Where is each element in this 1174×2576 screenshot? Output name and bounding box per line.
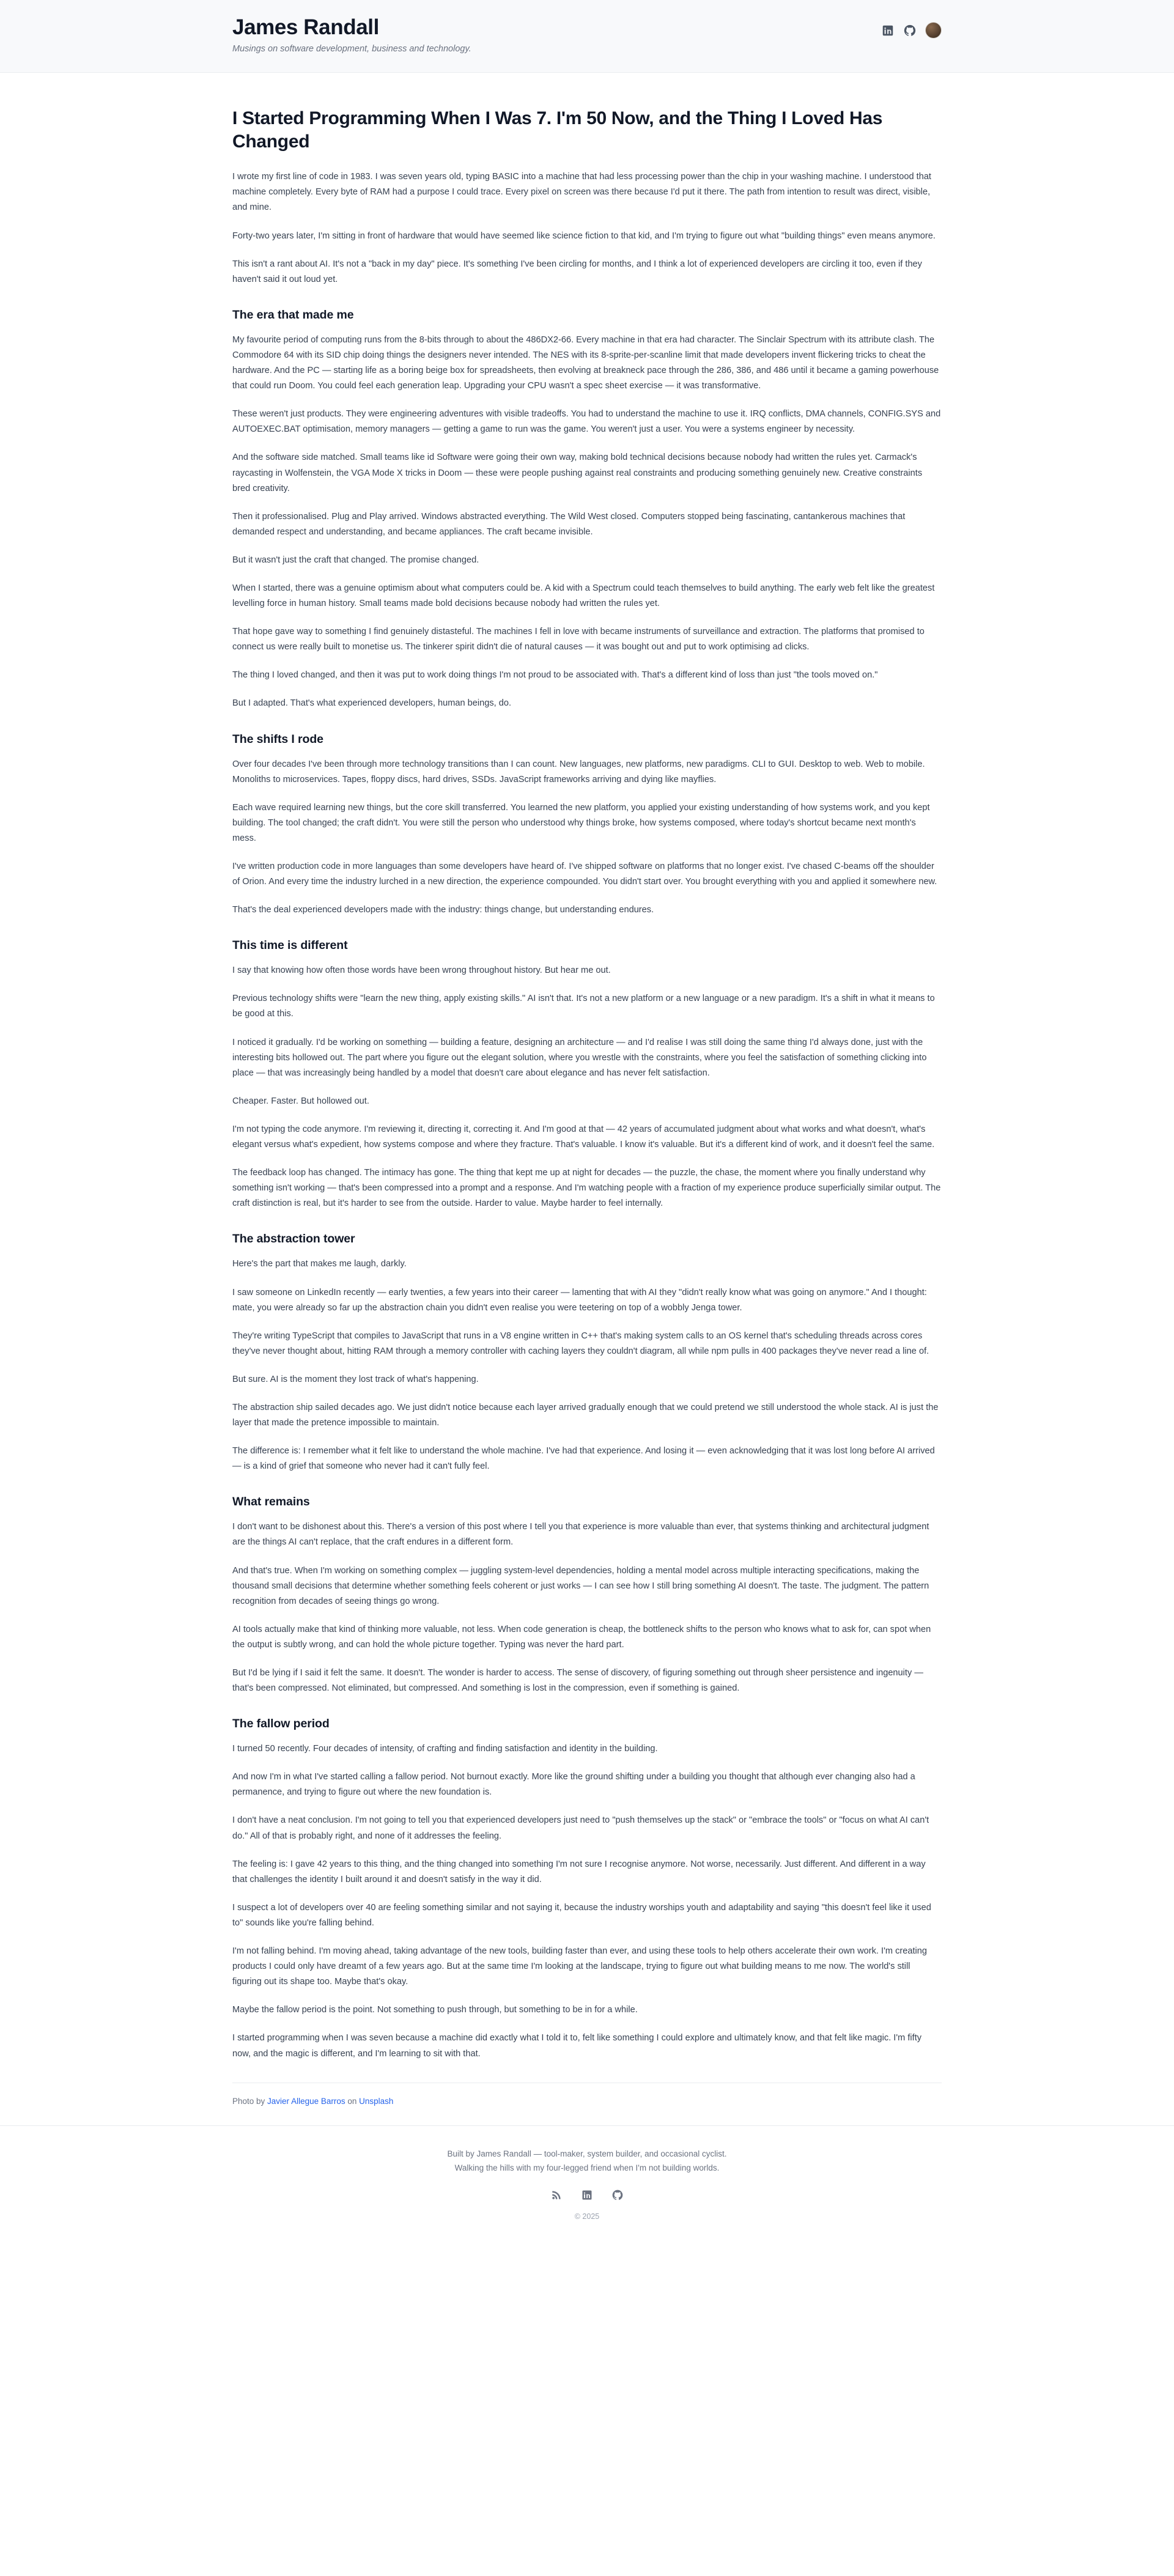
paragraph: Here's the part that makes me laugh, darkly. (232, 1259, 407, 1269)
photo-credit-prefix: Photo by (232, 2096, 268, 2106)
paragraph: But I'd be lying if I said it felt the same. It doesn't. The wonder is harder to access. The sense of discovery, of figuring something out through sheer persistence and ingenuity — that's been compressed. Not eliminated, but compressed. And something is lost in the compression, even if something is gained. (232, 1668, 923, 1694)
paragraph: Then it professionalised. Plug and Play arrived. Windows abstracted everything. The Wild West closed. Computers stopped being fascinating, cantankerous machines that demanded respect and understanding, and became appliances. The craft became invisible. (232, 511, 906, 537)
paragraph: But I adapted. That's what experienced developers, human beings, do. (232, 698, 512, 709)
section-heading: This time is different (232, 939, 348, 953)
paragraph: Cheaper. Faster. But hollowed out. (232, 1096, 369, 1106)
linkedin-icon[interactable] (581, 2189, 593, 2201)
site-footer (0, 2125, 1174, 2248)
paragraph: I saw someone on LinkedIn recently — early twenties, a few years into their career — lamenting that with AI they "didn't really know what was going on anymore." And I thought: mate, you were already so far up the abstraction chain you didn't even realise you were teetering on top of a wobbly Jenga tower. (232, 1287, 927, 1313)
paragraph: Previous technology shifts were "learn the new thing, apply existing skills." AI isn't that. It's not a new platform or a new language or a new paradigm. It's a shift in what it means to be good at this. (232, 994, 935, 1019)
footer-social-links (0, 2189, 1174, 2201)
paragraph: This isn't a rant about AI. It's not a "back in my day" piece. It's something I've been circling for months, and I think a lot of experienced developers are circling it too, even if they haven't said it out loud yet. (232, 259, 922, 284)
paragraph: I'm not falling behind. I'm moving ahead, taking advantage of the new tools, building faster than ever, and using these tools to help others accelerate their own work. I'm creating products I could only have dreamt of a few years ago. But at the same time I'm looking at the landscape, trying to figure out what building means to me now. The world's still figuring out its shape too. Maybe that's okay. (232, 1946, 927, 1987)
paragraph: And now I'm in what I've started calling a fallow period. Not burnout exactly. More like the ground shifting under a building you thought that although ever changing also had a permanence, and trying to figure out where the new foundation is. (232, 1772, 915, 1798)
post-body (232, 169, 942, 2061)
paragraph: The feeling is: I gave 42 years to this thing, and the thing changed into something I'm not sure I recognise anymore. Not worse, necessarily. Just different. And different in a way that challenges the identity I built around it and doesn't satisfy in the way it did. (232, 1859, 926, 1884)
section-heading: What remains (232, 1495, 310, 1509)
paragraph: AI tools actually make that kind of thinking more valuable, not less. When code generation is cheap, the bottleneck shifts to the person who knows what to ask for, can spot when the output is subtly wrong, and can hold the whole picture together. Typing was never the hard part. (232, 1624, 931, 1650)
paragraph: The difference is: I remember what it felt like to understand the whole machine. I've had that experience. And losing it — even acknowledging that it was lost long before AI arrived — is a kind of grief that someone who never had it can't fully feel. (232, 1446, 935, 1472)
section-heading: The fallow period (232, 1717, 330, 1731)
paragraph: I noticed it gradually. I'd be working on something — building a feature, designing an architecture — and I'd realise I was still doing the same thing I'd always done, just with the interesting bits hollowed out. The part where you figure out the elegant solution, where you wrestle with the constraints, where you feel the satisfaction of something clicking into place — that was increasingly being handled by a model that doesn't care about elegance and has never felt satisfaction. (232, 1037, 927, 1078)
paragraph: I suspect a lot of developers over 40 are feeling something similar and not saying it, because the industry worships youth and adaptability and saying "this doesn't feel like it used to" sounds like you're falling behind. (232, 1902, 931, 1928)
paragraph: But sure. AI is the moment they lost track of what's happening. (232, 1374, 479, 1384)
avatar[interactable] (925, 22, 942, 39)
paragraph: I'm not typing the code anymore. I'm reviewing it, directing it, correcting it. And I'm good at that — 42 years of accumulated judgment about what works and what doesn't, what's elegant versus what's expedient, how systems compose and where they fracture. That's valuable. I know it's valuable. But it's a different kind of work, and it doesn't feel the same. (232, 1124, 935, 1150)
section-heading: The shifts I rode (232, 732, 323, 746)
paragraph: I say that knowing how often those words have been wrong throughout history. But hear me out. (232, 965, 611, 976)
paragraph: That hope gave way to something I find genuinely distasteful. The machines I fell in love with became instruments of surveillance and extraction. The platforms that promised to connect us were really built to monetise us. The tinkerer spirit didn't die of natural causes — it was bought out and put to work optimising ad clicks. (232, 627, 925, 652)
photo-credit-middle: on (345, 2096, 360, 2106)
paragraph: I don't have a neat conclusion. I'm not going to tell you that experienced developers just need to "push themselves up the stack" or "embrace the tools" or "focus on what AI can't do." All of that is probably right, and none of it addresses the feeling. (232, 1815, 929, 1841)
paragraph: When I started, there was a genuine optimism about what computers could be. A kid with a Spectrum could teach themselves to build anything. The early web felt like the greatest levelling force in human history. Small teams made bold decisions because nobody had written the rules yet. (232, 583, 935, 609)
paragraph: I wrote my first line of code in 1983. I was seven years old, typing BASIC into a machine that had less processing power than the chip in your washing machine. I understood that machine completely. Every byte of RAM had a purpose I could trace. Every pixel on screen was there because I'd put it there. The path from intention to result was direct, visible, and mine. (232, 172, 931, 213)
brand-name[interactable]: James Randall (232, 15, 379, 39)
paragraph: Over four decades I've been through more technology transitions than I can count. New languages, new platforms, new paradigms. CLI to GUI. Desktop to web. Web to mobile. Monoliths to microservices. Tapes, floppy discs, hard drives, SSDs. JavaScript frameworks arriving and dying like mayflies. (232, 759, 925, 784)
section-heading: The abstraction tower (232, 1232, 355, 1246)
photo-credit-source-link[interactable]: Unsplash (359, 2096, 394, 2106)
paragraph: The abstraction ship sailed decades ago. We just didn't notice because each layer arrived gradually enough that we could pretend we still understood the whole stack. AI is just the layer that made the pretence impossible to maintain. (232, 1402, 939, 1428)
paragraph: They're writing TypeScript that compiles to JavaScript that runs in a V8 engine written in C++ that's making system calls to an OS kernel that's scheduling threads across cores they've never thought about, hitting RAM through a memory controller with caching layers they couldn't diagram, all while npm pulls in 400 packages they've never read a line of. (232, 1330, 929, 1356)
footer-copyright: © 2025 (574, 2212, 600, 2221)
paragraph: I don't want to be dishonest about this. There's a version of this post where I tell you that experience is more valuable than ever, that systems thinking and architectural judgment are the things AI can't replace, that the craft endures in a different form. (232, 1522, 929, 1548)
footer-line-2: Walking the hills with my four-legged friend when I'm not building worlds. (454, 2163, 720, 2173)
paragraph: That's the deal experienced developers made with the industry: things change, but understanding endures. (232, 905, 654, 915)
github-icon[interactable] (611, 2189, 624, 2201)
paragraph: But it wasn't just the craft that changed. The promise changed. (232, 555, 479, 565)
brand-tagline: Musings on software development, business and technology. (232, 43, 471, 54)
paragraph: Maybe the fallow period is the point. Not something to push through, but something to be in for a while. (232, 2005, 638, 2015)
linkedin-icon[interactable] (881, 24, 895, 37)
paragraph: And that's true. When I'm working on something complex — juggling system-level dependencies, holding a mental model across multiple interacting specifications, making the thousand small decisions that determine whether something feels coherent or just works — I can see how I still bring something AI doesn't. The taste. The judgment. The pattern recognition from decades of seeing things go wrong. (232, 1565, 929, 1606)
paragraph: Forty-two years later, I'm sitting in front of hardware that would have seemed like science fiction to that kid, and I'm trying to figure out what "building things" even means anymore. (232, 231, 936, 241)
paragraph: My favourite period of computing runs from the 8-bits through to about the 486DX2-66. Every machine in that era had character. The Sinclair Spectrum with its attribute clash. The Commodore 64 with its SID chip doing things the designers never intended. The NES with its 8-sprite-per-scanline limit that made developers invent flickering tricks to cheat the hardware. And the PC — starting life as a boring beige box for spreadsheets, then evolving at breakneck pace through the 286, 386, and 486 until it became a gaming powerhouse that could run Doom. You could feel each generation leap. Upgrading your CPU wasn't a spec sheet exercise — it was transformative. (232, 334, 939, 391)
paragraph: These weren't just products. They were engineering adventures with visible tradeoffs. You had to understand the machine to use it. IRQ conflicts, DMA channels, CONFIG.SYS and AUTOEXEC.BAT optimisation, memory managers — getting a game to run was the game. You weren't just a user. You were a systems engineer by necessity. (232, 409, 941, 435)
site-header (0, 0, 1174, 73)
header-social-links (881, 16, 942, 39)
page-title: I Started Programming When I Was 7. I'm 50 Now, and the Thing I Loved Has Changed (232, 108, 883, 152)
section-heading: The era that made me (232, 308, 354, 322)
paragraph: I started programming when I was seven because a machine did exactly what I told it to, felt like something I could explore and ultimately know, and that felt like magic. I'm fifty now, and the magic is different, and I'm learning to sit with that. (232, 2033, 922, 2059)
photo-credit-author-link[interactable]: Javier Allegue Barros (267, 2096, 345, 2106)
article (226, 73, 948, 2112)
paragraph: And the software side matched. Small teams like id Software were going their own way, making bold technical decisions because nobody had written the rules yet. Carmack's raycasting in Wolfenstein, the VGA Mode X tricks in Doom — these were people pushing against real constraints and producing something genuinely new. Creative constraints bred creativity. (232, 452, 923, 493)
paragraph: I've written production code in more languages than some developers have heard of. I've shipped software on platforms that no longer exist. I've chased C-beams off the shoulder of Orion. And every time the industry lurched in a new direction, the experience compounded. You didn't start over. You brought everything with you and applied it somewhere new. (232, 862, 937, 887)
paragraph: Each wave required learning new things, but the core skill transferred. You learned the new platform, you applied your existing understanding of how systems work, and you kept building. The tool changed; the craft didn't. You were still the person who understood why things broke, how systems composed, where today's shortcut became next month's mess. (232, 802, 930, 843)
paragraph: I turned 50 recently. Four decades of intensity, of crafting and finding satisfaction and identity in the building. (232, 1744, 658, 1754)
brand[interactable] (232, 16, 471, 54)
rss-icon[interactable] (550, 2189, 563, 2201)
footer-line-1: Built by James Randall — tool-maker, system builder, and occasional cyclist. (447, 2149, 727, 2158)
photo-credit (232, 2083, 942, 2112)
paragraph: The feedback loop has changed. The intimacy has gone. The thing that kept me up at night for decades — the puzzle, the chase, the moment where you finally understand why something isn't working — that's been compressed into a prompt and a response. And I'm watching people with a fraction of my experience produce superficially similar output. The craft distinction is real, but it's harder to see from the outside. Harder to value. Maybe harder to feel internally. (232, 1168, 941, 1209)
github-icon[interactable] (903, 24, 917, 37)
paragraph: The thing I loved changed, and then it was put to work doing things I'm not proud to be associated with. That's a different kind of loss than just "the tools moved on." (232, 670, 878, 681)
